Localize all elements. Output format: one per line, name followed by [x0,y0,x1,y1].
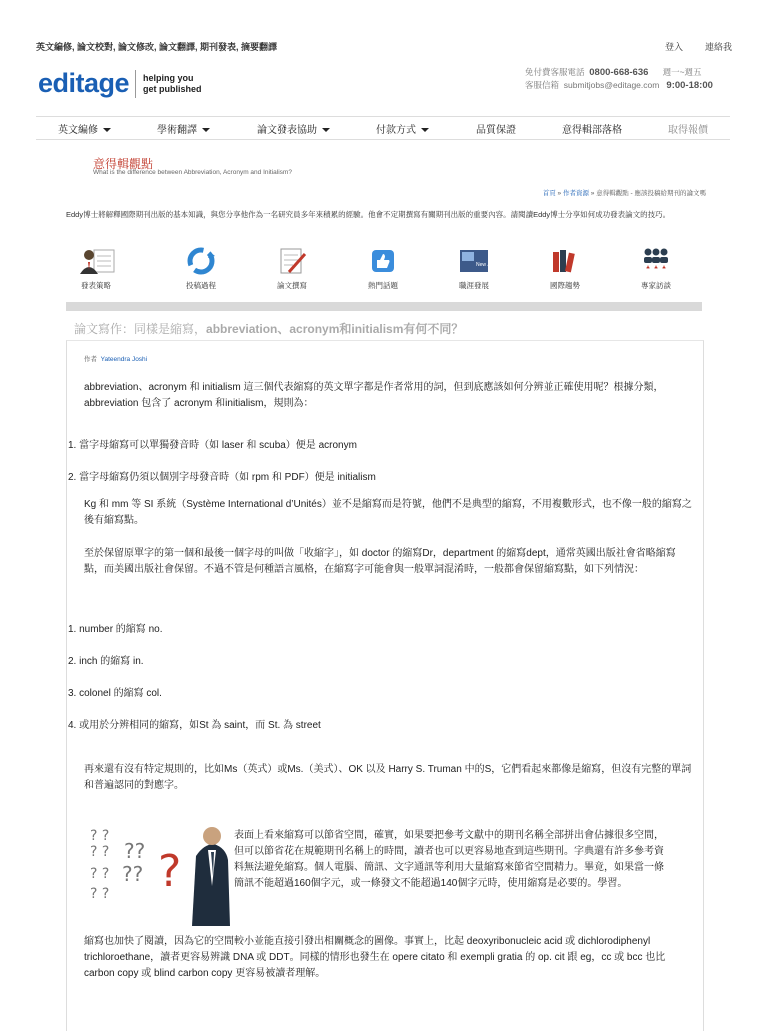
svg-text:? ?: ? ? [90,844,110,860]
article-paragraph: 再來還有沒有特定規則的，比如Ms（英式）或Ms.（美式）、OK 以及 Harry S. Truman 中的S，它們看起來都像是縮寫，但沒有完整的單詞和普遍認同的對應字。 [84,764,692,791]
document-pen-icon [275,246,309,276]
chevron-down-icon [322,128,330,132]
nav-blog[interactable]: 意得輯部落格 [562,125,622,136]
category-hot-topics-label: 熱門話題 [368,281,398,290]
nav-translation[interactable] [157,121,210,136]
chevron-down-icon [202,128,210,132]
list-item: 3. colonel 的縮寫 col. [68,688,162,699]
article-paragraph: Kg 和 mm 等 SI 系統（Système International d’Unités）並不是縮寫而是符號，他們不是典型的縮寫，不用複數形式，也不像一般的縮寫之後有縮寫點。 [84,499,692,526]
svg-text:??: ?? [122,862,144,886]
list-item: 2. 當字母縮寫仍須以個別字母發音時（如 rpm 和 PDF）便是 initialism [68,472,376,483]
list-item: 2. inch 的縮寫 in. [68,656,144,667]
service-hours: 9:00-18:00 [666,80,713,91]
list-item: 4. 或用於分辨相同的縮寫，如St 為 saint，而 St. 為 street [68,720,321,731]
category-writing-label: 論文撰寫 [277,281,307,290]
nav-publication[interactable] [257,121,330,136]
category-process-label: 投稿過程 [186,281,216,290]
author-link[interactable]: Yateendra Joshi [100,356,148,363]
email-address[interactable]: submitjobs@editage.com [563,80,660,90]
books-icon [547,246,583,276]
category-interviews[interactable] [626,246,686,291]
category-trends-label: 國際趨勢 [550,281,580,290]
contact-info [525,66,713,92]
nav-quality[interactable]: 品質保證 [476,125,516,136]
editage-logo[interactable] [38,68,202,99]
service-days: 週一~週五 [662,67,702,77]
logo-tagline [143,73,202,95]
contact-link[interactable]: 連絡我 [704,42,732,52]
nav-payment-label: 付款方式 [376,125,416,136]
phone-label: 免付費客服電話 [525,67,585,77]
svg-text:?: ? [158,846,182,897]
svg-text:? ?: ? ? [90,886,110,902]
category-career-label: 職涯發展 [459,281,489,290]
nav-editing-label: 英文編修 [58,125,98,136]
people-group-icon [638,246,674,276]
career-photo-icon [456,246,503,276]
nav-get-quote[interactable]: 取得報價 [668,125,708,136]
article-paragraph: abbreviation、acronym 和 initialism 這三個代表縮寫的英文單字都是作者常用的詞，但到底應該如何分辨並正確使用呢？根據分類，abbreviation 包含了 acronym 和initialism，規則為： [84,382,664,409]
article-paragraph: 至於保留原單字的第一個和最後一個字母的叫做「收縮字」，如 doctor 的縮寫Dr，department 的縮寫dept，通常英國出版社會省略縮寫點，而美國出版社會保留。不過不管是何種語言風格，在縮寫字可能會與一般單詞混淆時，一般都會保留縮寫點，如下列情況： [84,548,676,575]
top-links [665,40,732,53]
cycle-arrows-icon [184,246,218,276]
logo-tagline-1: helping you [143,72,194,83]
article-title-prefix: 論文寫作：同樣是縮寫， [74,322,207,336]
site-tagline: 英文編修, 論文校對, 論文修改, 論文翻譯, 期刊發表, 摘要翻譯 [36,42,278,52]
businessman-icon [76,246,116,276]
section-title: 意得輯觀點 [93,157,154,171]
nav-publication-label: 論文發表協助 [257,125,317,136]
category-process[interactable] [171,246,231,291]
article-title [74,320,463,337]
login-link[interactable]: 登入 [664,42,683,52]
email-label: 客服信箱 [525,80,560,90]
breadcrumb-resources[interactable]: 作者資源 [562,190,589,197]
breadcrumb-current: 意得輯觀點 - 應該投稿給期刊的論文嗎 [596,190,706,197]
svg-text:? ?: ? ? [90,828,110,844]
article-author [84,354,147,363]
question-marks-businessman-image [88,826,230,926]
category-strategy[interactable] [66,246,126,291]
nav-payment[interactable] [376,121,429,136]
category-career[interactable] [444,246,504,291]
section-divider [66,302,702,311]
svg-text:??: ?? [124,839,146,863]
logo-wordmark: editage [38,68,130,98]
author-label: 作者 [84,356,97,363]
intro-text: Eddy博士將解釋國際期刊出版的基本知識，與您分享他作為一名研究員多年來積累的經驗。他會不定期撰寫有關期刊出版的重要內容。請閱讀Eddy博士分享如何成功發表論文的技巧。 [66,210,671,219]
nav-editing[interactable] [58,121,111,136]
breadcrumb: 首頁 » 作者資源 » 意得輯觀點 - 應該投稿給期刊的論文嗎 [542,190,706,197]
category-interviews-label: 專家訪談 [641,281,671,290]
logo-tagline-2: get published [143,83,202,94]
category-strategy-label: 發表策略 [81,281,111,290]
category-writing[interactable] [262,246,322,291]
svg-text:? ?: ? ? [90,866,110,882]
category-trends[interactable] [535,246,595,291]
breadcrumb-home[interactable]: 首頁 [542,190,556,197]
article-title-bold: abbreviation、acronym和initialism有何不同？ [206,322,464,336]
article-paragraph: 表面上看來縮寫可以節省空間，確實，如果要把參考文獻中的期刊名稱全部拼出會佔據很多空間，但可以節省花在規範期刊名稱上的時間，讀者也可以更容易地查到這些期刊。字典還有許多參考資料無法避免縮寫。個人電腦、簡訊、文字通訊等利用大量縮寫來節省空間精力。畢竟，如果當一條簡訊不能超過160個字元，或一條發文不能超過140個字元時，使用縮寫是必要的。學習。 [234,830,664,889]
list-item: 1. 當字母縮寫可以單獨發音時（如 laser 和 scuba）便是 acronym [68,440,357,451]
phone-number[interactable]: 0800-668-636 [589,67,649,78]
list-item: 1. number 的縮寫 no. [68,624,163,635]
section-subtitle: What is the difference between Abbreviation, Acronym and Initialism? [93,169,292,176]
category-hot-topics[interactable] [353,246,413,291]
main-nav [36,116,730,140]
chevron-down-icon [103,128,111,132]
chevron-down-icon [421,128,429,132]
nav-translation-label: 學術翻譯 [157,125,197,136]
category-icons [66,246,702,296]
logo-divider [135,70,136,98]
article-paragraph: 縮寫也加快了閱讀，因為它的空間較小並能直接引發出相關概念的圖像。事實上，比起 deoxyribonucleic acid 或 dichlorodiphenyl trichloroethane，讀者更容易辨識 DNA 或 DDT。同樣的情形也發生在 opere citato 和 exempli gratia 的 op. cit 跟 eg，cc 或 bcc 也比 carbon copy 或 blind carbon copy 更容易被讀者理解。 [84,936,666,979]
thumbs-up-icon [366,246,400,276]
svg-text:New Jersey: New Jersey [476,262,503,268]
